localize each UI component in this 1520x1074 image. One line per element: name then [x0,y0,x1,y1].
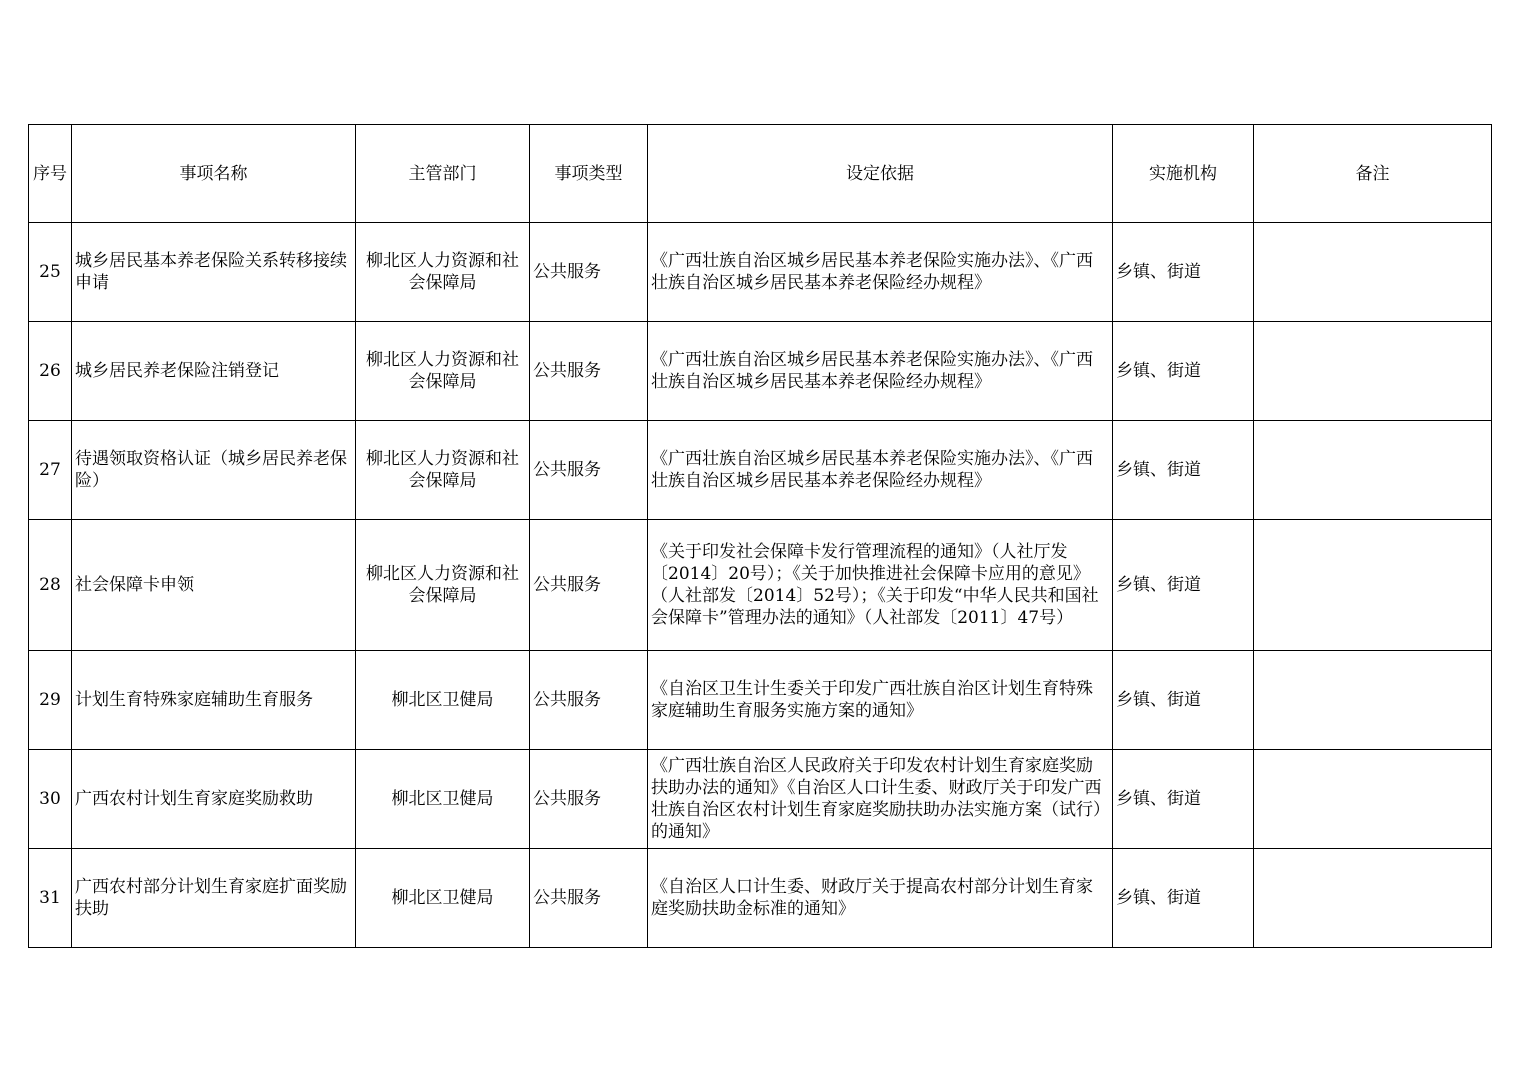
cell-basis: 《广西壮族自治区人民政府关于印发农村计划生育家庭奖励扶助办法的通知》《自治区人口计生委、财政厅关于印发广西壮族自治区农村计划生育家庭奖励扶助办法实施方案（试行）的通知》 [648,750,1113,849]
cell-impl: 乡镇、街道 [1113,520,1254,651]
table-row [29,421,1492,520]
header-impl: 实施机构 [1113,125,1254,223]
table-row [29,651,1492,750]
cell-basis: 《自治区卫生计生委关于印发广西壮族自治区计划生育特殊家庭辅助生育服务实施方案的通知》 [648,651,1113,750]
cell-type: 公共服务 [530,849,648,948]
cell-name: 城乡居民养老保险注销登记 [72,322,356,421]
cell-remark [1254,421,1492,520]
cell-dept: 柳北区人力资源和社会保障局 [356,421,530,520]
header-no: 序号 [29,125,72,223]
cell-name: 城乡居民基本养老保险关系转移接续申请 [72,223,356,322]
cell-type: 公共服务 [530,223,648,322]
cell-no: 29 [29,651,72,750]
cell-no: 31 [29,849,72,948]
cell-type: 公共服务 [530,421,648,520]
cell-remark [1254,322,1492,421]
cell-no: 30 [29,750,72,849]
table-row [29,322,1492,421]
header-remark: 备注 [1254,125,1492,223]
cell-name: 计划生育特殊家庭辅助生育服务 [72,651,356,750]
cell-basis: 《关于印发社会保障卡发行管理流程的通知》（人社厅发〔2014〕20号）；《关于加快推进社会保障卡应用的意见》（人社部发〔2014〕52号）；《关于印发“中华人民共和国社会保障卡”管理办法的通知》（人社部发〔2011〕47号） [648,520,1113,651]
table-row [29,750,1492,849]
header-type: 事项类型 [530,125,648,223]
cell-dept: 柳北区人力资源和社会保障局 [356,520,530,651]
cell-no: 27 [29,421,72,520]
cell-impl: 乡镇、街道 [1113,322,1254,421]
cell-dept: 柳北区卫健局 [356,750,530,849]
header-dept: 主管部门 [356,125,530,223]
cell-impl: 乡镇、街道 [1113,421,1254,520]
cell-dept: 柳北区卫健局 [356,651,530,750]
cell-basis: 《广西壮族自治区城乡居民基本养老保险实施办法》、《广西壮族自治区城乡居民基本养老保险经办规程》 [648,223,1113,322]
cell-type: 公共服务 [530,322,648,421]
cell-no: 25 [29,223,72,322]
cell-impl: 乡镇、街道 [1113,750,1254,849]
cell-dept: 柳北区卫健局 [356,849,530,948]
cell-name: 待遇领取资格认证（城乡居民养老保险） [72,421,356,520]
cell-type: 公共服务 [530,520,648,651]
table-header-row [29,125,1492,223]
cell-basis: 《广西壮族自治区城乡居民基本养老保险实施办法》、《广西壮族自治区城乡居民基本养老保险经办规程》 [648,421,1113,520]
cell-remark [1254,223,1492,322]
cell-name: 广西农村部分计划生育家庭扩面奖励扶助 [72,849,356,948]
header-name: 事项名称 [72,125,356,223]
cell-type: 公共服务 [530,651,648,750]
cell-name: 广西农村计划生育家庭奖励救助 [72,750,356,849]
table-row [29,849,1492,948]
cell-impl: 乡镇、街道 [1113,849,1254,948]
cell-no: 26 [29,322,72,421]
cell-no: 28 [29,520,72,651]
table-row [29,520,1492,651]
cell-basis: 《自治区人口计生委、财政厅关于提高农村部分计划生育家庭奖励扶助金标准的通知》 [648,849,1113,948]
header-basis: 设定依据 [648,125,1113,223]
table-row [29,223,1492,322]
cell-name: 社会保障卡申领 [72,520,356,651]
cell-remark [1254,750,1492,849]
cell-impl: 乡镇、街道 [1113,223,1254,322]
cell-remark [1254,651,1492,750]
cell-basis: 《广西壮族自治区城乡居民基本养老保险实施办法》、《广西壮族自治区城乡居民基本养老保险经办规程》 [648,322,1113,421]
cell-impl: 乡镇、街道 [1113,651,1254,750]
cell-remark [1254,849,1492,948]
service-items-table [28,124,1492,948]
cell-type: 公共服务 [530,750,648,849]
cell-dept: 柳北区人力资源和社会保障局 [356,223,530,322]
cell-dept: 柳北区人力资源和社会保障局 [356,322,530,421]
cell-remark [1254,520,1492,651]
